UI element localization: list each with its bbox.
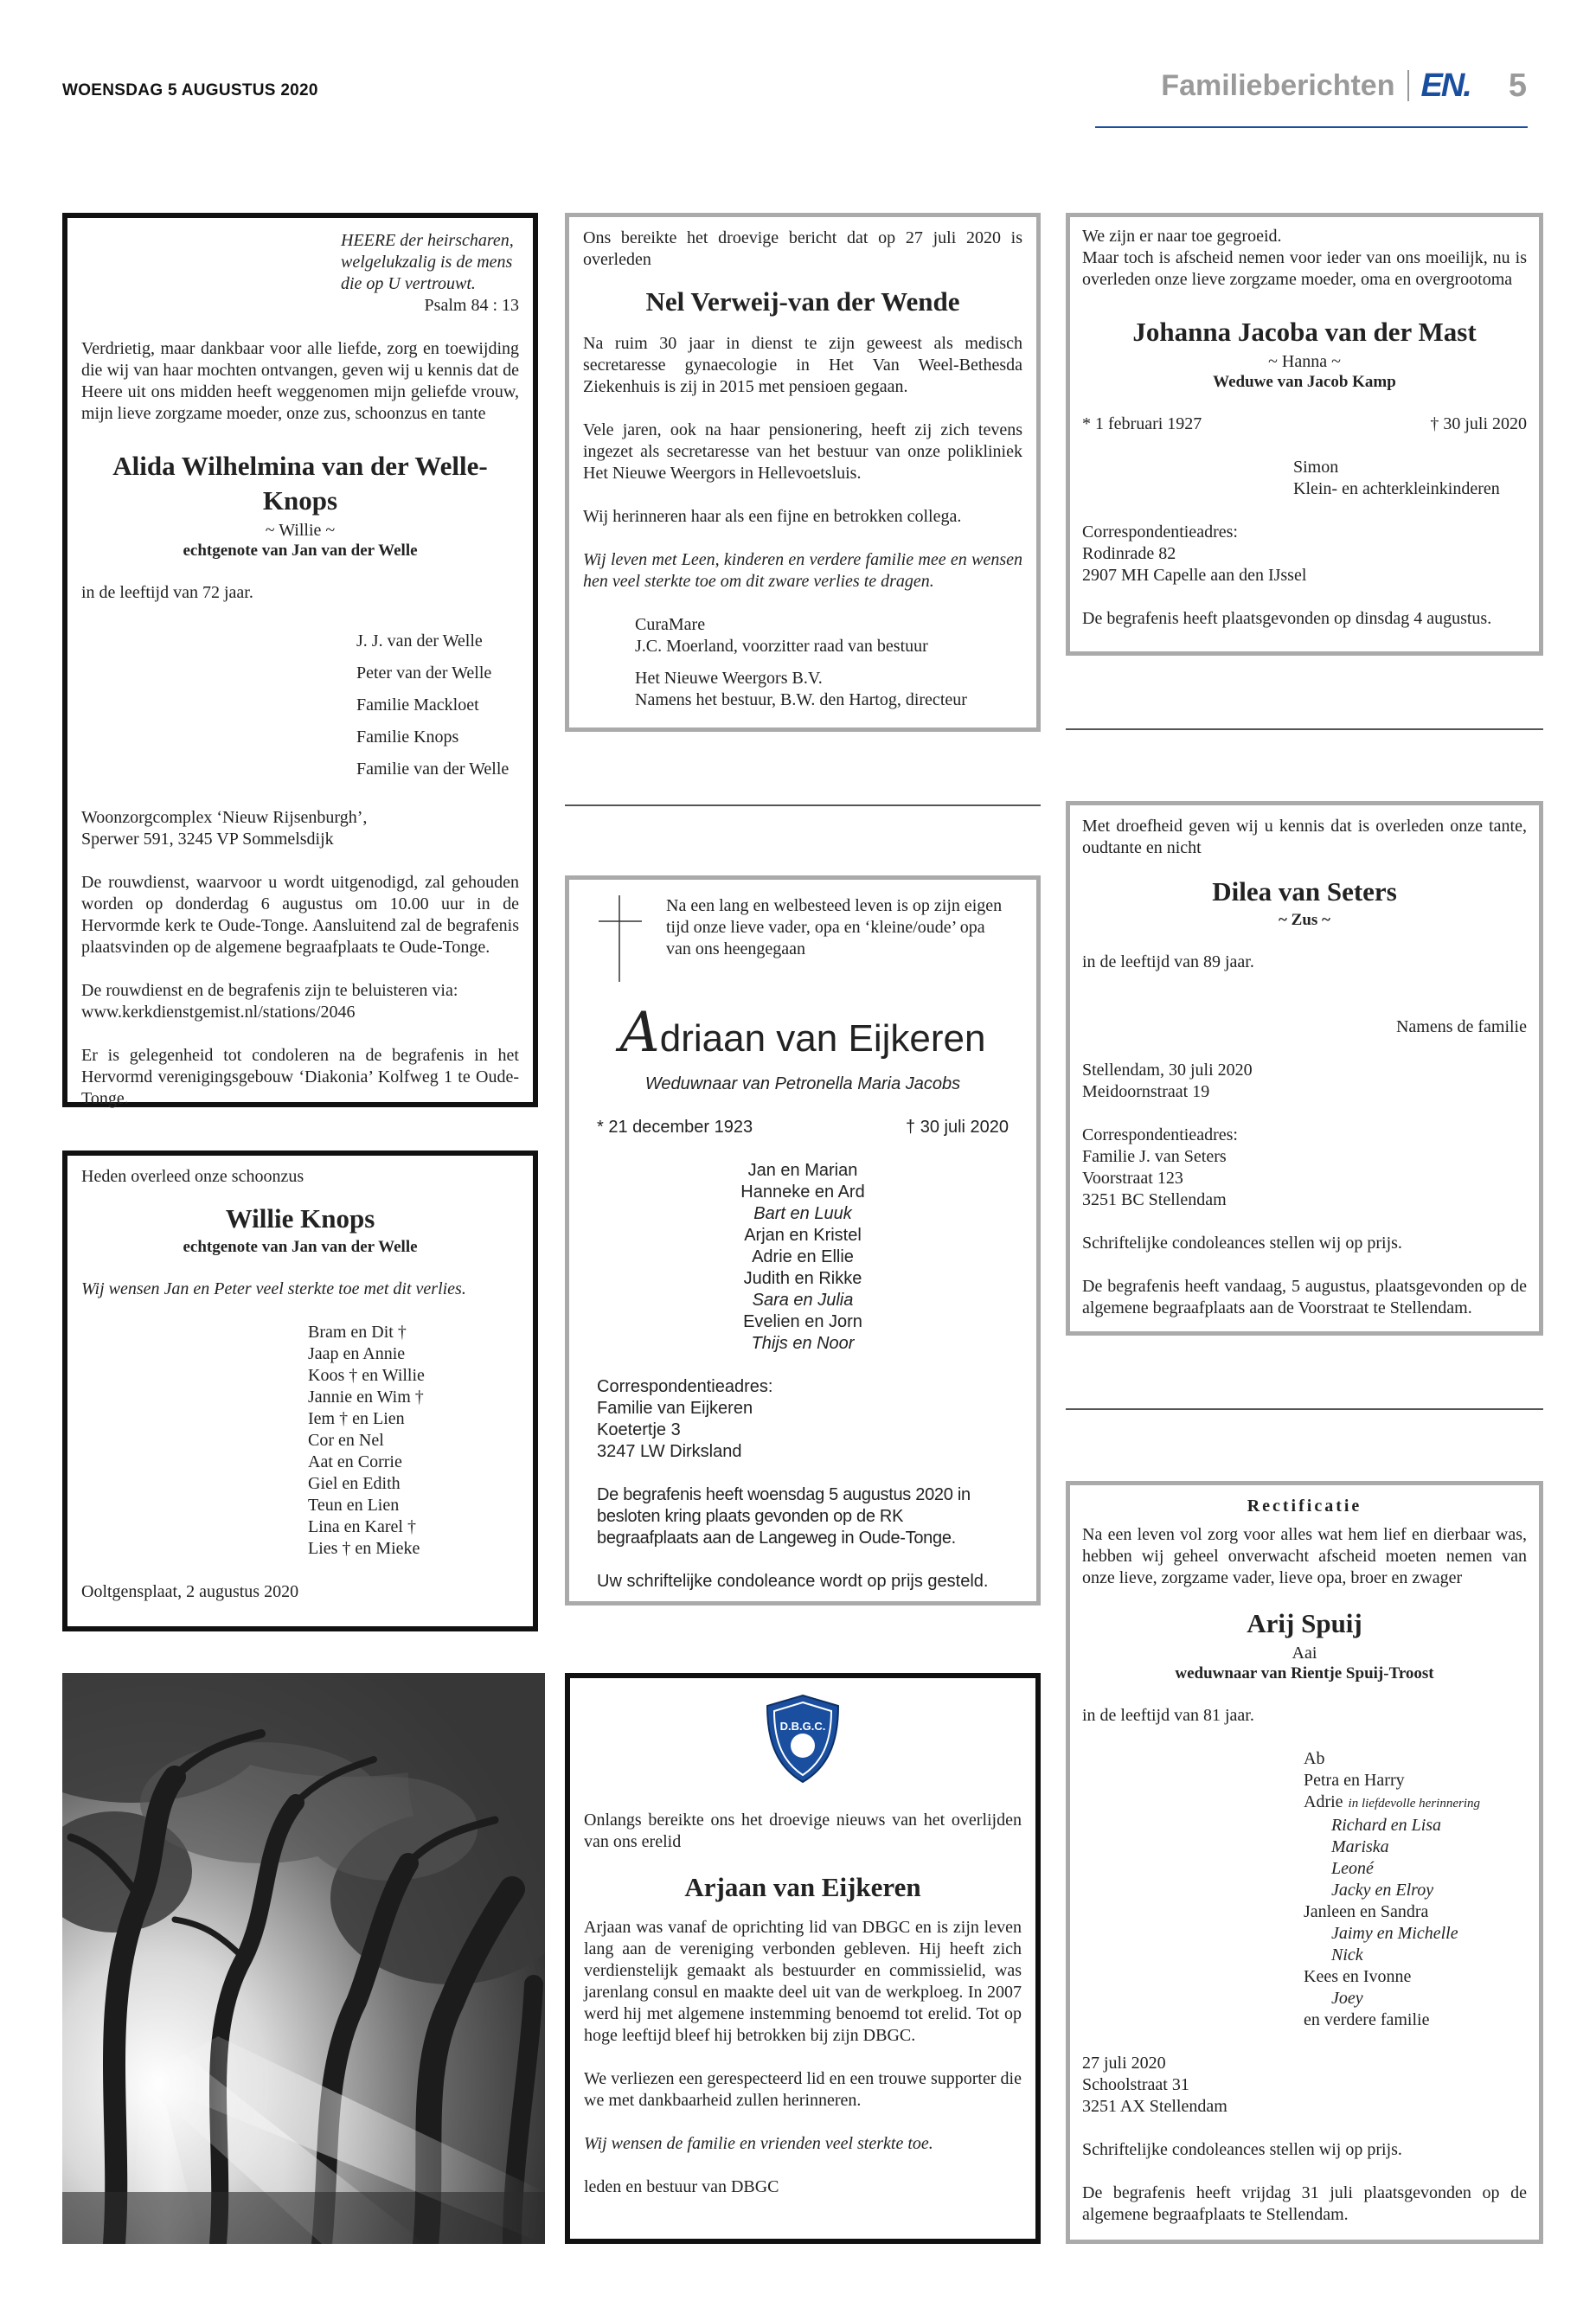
relative: Hanneke en Ard [740, 1183, 865, 1202]
deceased-name: Arjaan van Eijkeren [684, 1872, 921, 1902]
relative: Familie Mackloet [356, 695, 479, 715]
spouse-line: echtgenote van Jan van der Welle [183, 542, 418, 560]
relative: Aat en Corrie [308, 1452, 402, 1471]
place-line: Meidoornstraat 19 [1082, 1082, 1210, 1101]
relative [1304, 1748, 1527, 1770]
verse-line: HEERE der heirscharen, [341, 231, 514, 250]
separator-line [565, 804, 1041, 806]
deceased-name: Arij Spuij [1247, 1608, 1362, 1638]
forest-illustration [62, 1673, 545, 2244]
funeral-text: De begrafenis heeft vrijdag 31 juli plaatsgevonden op de algemene begraafplaats te Stellendam. [1082, 2183, 1527, 2224]
place-line: 3251 AX Stellendam [1082, 2097, 1227, 2116]
condolence-text: Schriftelijke condoleances stellen wij op prijs. [1082, 2140, 1402, 2159]
relative: Sara en Julia [752, 1291, 854, 1310]
separator-line [1066, 728, 1543, 730]
address-line: Familie van Eijkeren [597, 1399, 753, 1418]
separator-line [1066, 1408, 1543, 1410]
address-line: Koetertje 3 [597, 1420, 681, 1439]
relative-name: Jacky en Elroy [1331, 1881, 1434, 1900]
address-line: 2907 MH Capelle aan den IJssel [1082, 566, 1307, 585]
dates-row [1082, 413, 1527, 435]
relative-name: Joey [1331, 1989, 1363, 2008]
club-logo [584, 1694, 1022, 1789]
place-date: Ooltgensplaat, 2 augustus 2020 [81, 1582, 299, 1601]
deceased-name: Nel Verweij-van der Wende [645, 286, 960, 317]
relative [1304, 1880, 1527, 1901]
nickname: ~ Willie ~ [265, 521, 336, 540]
relative: Peter van der Welle [356, 663, 492, 683]
relative: Familie Knops [356, 727, 459, 747]
relative [1304, 1923, 1527, 1945]
signature-line: Namens het bestuur, B.W. den Hartog, directeur [635, 690, 967, 709]
logo-text: D.B.G.C. [779, 1720, 826, 1733]
relative [1304, 1815, 1527, 1836]
wish-text: Wij wensen de familie en vrienden veel sterkte toe. [584, 2134, 933, 2153]
ad-willie [62, 1150, 538, 1631]
age-line: in de leeftijd van 89 jaar. [1082, 952, 1254, 971]
relative [1304, 1901, 1527, 1923]
relatives-list [597, 1160, 1009, 1355]
intro-text: Na een leven vol zorg voor alles wat hem lief en dierbaar was, hebben wij geheel onverwacht afscheid moeten nemen van onze lieve, zorgzame vader, lieve opa, broer en zwager [1082, 1525, 1527, 1587]
relative [1304, 2009, 1527, 2031]
intro-text: We zijn er naar toe gegroeid. [1082, 227, 1282, 246]
signature: leden en bestuur van DBGC [584, 2177, 779, 2196]
relative: Iem † en Lien [308, 1409, 405, 1428]
relative [1304, 1791, 1527, 1815]
wish-text: Wij leven met Leen, kinderen en verdere familie mee en wensen hen veel sterkte toe om dit zware verlies te dragen. [583, 550, 1022, 591]
rectification-label: Rectificatie [1247, 1497, 1362, 1516]
condolence-text: Uw schriftelijke condoleance wordt op prijs gesteld. [597, 1572, 989, 1591]
relative: Bram en Dit † [308, 1323, 407, 1342]
relative [1304, 1945, 1527, 1966]
intro-text: Met droefheid geven wij u kennis dat is overleden onze tante, oudtante en nicht [1082, 817, 1527, 857]
intro-text: Heden overleed onze schoonzus [81, 1167, 304, 1186]
place-line: 27 juli 2020 [1082, 2054, 1166, 2073]
relative: Arjan en Kristel [744, 1226, 862, 1245]
section-title: Familieberichten [1161, 70, 1408, 101]
deceased-name: Alida Wilhelmina van der Welle-Knops [112, 451, 488, 516]
address-line: Correspondentieadres: [1082, 1125, 1238, 1144]
relative: J. J. van der Welle [356, 631, 483, 651]
relative [1304, 1836, 1527, 1858]
forest-photo [62, 1673, 545, 2244]
deceased-name [597, 1001, 1009, 1065]
relative: Simon [1293, 458, 1339, 477]
intro-text: Ons bereikte het droevige bericht dat op 27 juli 2020 is overleden [583, 228, 1022, 269]
ad-alida [62, 213, 538, 1107]
address-line: Voorstraat 123 [1082, 1169, 1183, 1188]
relative [1304, 1770, 1527, 1791]
signature-line: CuraMare [635, 615, 706, 634]
relative-name: Richard en Lisa [1331, 1816, 1442, 1835]
paragraph: Vele jaren, ook na haar pensionering, heeft zij zich tevens ingezet als secretaresse van het bestuur van onze polikliniek Het Nieuwe Weergors in Hellevoetsluis. [583, 420, 1022, 483]
ad-arjaan [565, 1673, 1041, 2244]
relative: Judith en Rikke [743, 1269, 862, 1288]
paragraph: We verliezen een gerespecteerd lid en een trouwe supporter die we met dankbaarheid zullen herinneren. [584, 2069, 1022, 2110]
name-rest: driaan van Eijkeren [659, 1017, 986, 1060]
service-text: De rouwdienst, waarvoor u wordt uitgenodigd, zal gehouden worden op donderdag 6 augustus om 10.00 uur in de Hervormde kerk te Oude-Tonge. Aansluitend zal de begrafenis plaatsvinden op de algemene begraafplaats te Oude-Tonge. [81, 873, 519, 957]
deceased-name: Willie Knops [225, 1203, 375, 1234]
address-line: Sperwer 591, 3245 VP Sommelsdijk [81, 830, 334, 849]
relative [1304, 1988, 1527, 2009]
verse-reference: Psalm 84 : 13 [424, 296, 519, 315]
age-line: in de leeftijd van 72 jaar. [81, 583, 253, 602]
funeral-text: De begrafenis heeft woensdag 5 augustus 2020 in besloten kring plaats gevonden op de RK begraafplaats aan de Langeweg in Oude-Tonge. [597, 1485, 971, 1548]
widower-line: Weduwnaar van Petronella Maria Jacobs [644, 1074, 961, 1093]
condolence-text: Er is gelegenheid tot condoleren na de begrafenis in het Hervormd verenigingsgebouw ‘Diakonia’ Kolfweg 1 te Oude-Tonge. [81, 1046, 519, 1108]
cross-icon [597, 895, 666, 986]
relatives-list [81, 1322, 519, 1560]
relative: Klein- en achterkleinkinderen [1293, 479, 1500, 498]
birth-date: * 1 februari 1927 [1082, 414, 1202, 433]
relative: Lies † en Mieke [308, 1539, 420, 1558]
signature-line: J.C. Moerland, voorzitter raad van bestuur [635, 637, 928, 656]
ad-nel [565, 213, 1041, 732]
birth-date: * 21 december 1923 [597, 1118, 753, 1137]
address-line: 3247 LW Dirksland [597, 1442, 742, 1461]
address-line: Correspondentieadres: [597, 1377, 773, 1396]
relative: Evelien en Jorn [743, 1312, 862, 1331]
relative: Adrie en Ellie [752, 1247, 854, 1266]
relative: Bart en Luuk [753, 1204, 852, 1223]
funeral-text: De begrafenis heeft vandaag, 5 augustus, plaatsgevonden op de algemene begraafplaats aan de Voorstraat te Stellendam. [1082, 1277, 1527, 1317]
page-date: WOENSDAG 5 AUGUSTUS 2020 [62, 81, 318, 99]
ad-johanna [1066, 213, 1543, 656]
relative-name: Kees en Ivonne [1304, 1967, 1412, 1986]
death-date: † 30 juli 2020 [1430, 414, 1527, 433]
on-behalf: Namens de familie [1395, 1017, 1527, 1036]
relative-note: in liefdevolle herinnering [1348, 1797, 1481, 1811]
relative-name: Jaimy en Michelle [1331, 1924, 1458, 1943]
deceased-name: Johanna Jacoba van der Mast [1132, 317, 1477, 347]
relative-name: Nick [1331, 1945, 1363, 1965]
name-initial: A [619, 1001, 660, 1065]
nickname: Aai [1292, 1644, 1317, 1663]
ad-dilea [1066, 801, 1543, 1336]
intro-text: Na een lang en welbesteed leven is op zijn eigen tijd onze lieve vader, opa en ‘kleine/oude’ opa van ons heengegaan [666, 896, 1003, 958]
address-line: Rodinrade 82 [1082, 544, 1176, 563]
intro-text: Maar toch is afscheid nemen voor ieder van ons moeilijk, nu is overleden onze lieve zorgzame moeder, oma en overgrootoma [1082, 248, 1527, 289]
deceased-name: Dilea van Seters [1212, 876, 1397, 907]
relative: Jaap en Annie [308, 1344, 406, 1363]
ad-adriaan [565, 875, 1041, 1606]
address-line: 3251 BC Stellendam [1082, 1190, 1227, 1209]
funeral-text: De begrafenis heeft plaatsgevonden op dinsdag 4 augustus. [1082, 609, 1492, 628]
intro-text: Verdrietig, maar dankbaar voor alle liefde, zorg en toewijding die wij van haar mochten ontvangen, geven wij u kennis dat de Heere uit ons midden heeft weggenomen mijn geliefde vrouw, mijn lieve zorgzame moeder, onze zus, schoonzus en tante [81, 339, 519, 423]
address-line: Familie J. van Seters [1082, 1147, 1227, 1166]
address-block [597, 1376, 1009, 1463]
relative-name: Janleen en Sandra [1304, 1902, 1429, 1921]
stream-text: De rouwdienst en de begrafenis zijn te beluisteren via: [81, 981, 458, 1000]
stream-url: www.kerkdienstgemist.nl/stations/2046 [81, 1003, 356, 1022]
address-line: Woonzorgcomplex ‘Nieuw Rijsenburgh’, [81, 808, 368, 827]
relative: Giel en Edith [308, 1474, 401, 1493]
intro-row [597, 895, 1009, 986]
paragraph: Na ruim 30 jaar in dienst te zijn geweest als medisch secretaresse gynaecologie in Het Van Weel-Bethesda Ziekenhuis is zij in 2015 met pensioen gegaan. [583, 334, 1022, 396]
newspaper-logo: EN. [1420, 67, 1471, 104]
ad-arij [1066, 1481, 1543, 2244]
relative [1304, 1966, 1527, 1988]
header-rule [1095, 126, 1528, 128]
page-number: 5 [1508, 67, 1527, 104]
shield-icon [764, 1694, 842, 1784]
relatives-list [1082, 457, 1527, 500]
paragraph: Wij herinneren haar als een fijne en betrokken collega. [583, 507, 962, 526]
intro-text: Onlangs bereikte ons het droevige nieuws van het overlijden van ons erelid [584, 1811, 1022, 1851]
relatives-list [81, 625, 519, 785]
address-line: Correspondentieadres: [1082, 522, 1238, 542]
relatives-list [1082, 1748, 1527, 2031]
nickname: ~ Zus ~ [1279, 911, 1330, 929]
relative-name: Ab [1304, 1749, 1325, 1768]
signatures [583, 614, 1022, 711]
nickname: ~ Hanna ~ [1268, 352, 1341, 371]
relative: Teun en Lien [308, 1496, 400, 1515]
spouse-line: echtgenote van Jan van der Welle [183, 1238, 418, 1256]
verse-line: die op U vertrouwt. [341, 274, 476, 293]
place-line: Stellendam, 30 juli 2020 [1082, 1061, 1253, 1080]
paragraph: Arjaan was vanaf de oprichting lid van DBGC en is zijn leven lang aan de vereniging verbonden gebleven. Hij heeft zich verdienstelijk gemaakt als bestuurder en commissielid, was jarenlang consul en maakte deel uit van de werkploeg. In 2007 werd hij met algemene instemming benoemd tot erelid. Tot op hoge leeftijd bleef hij betrokken bij zijn DBGC. [584, 1918, 1022, 2045]
dates-row [597, 1117, 1009, 1138]
relative: Jannie en Wim † [308, 1388, 424, 1407]
relative: Lina en Karel † [308, 1517, 416, 1536]
relative-name: Petra en Harry [1304, 1771, 1405, 1790]
page-header-right [1161, 64, 1527, 107]
wish-text: Wij wensen Jan en Peter veel sterkte toe met dit verlies. [81, 1279, 466, 1298]
relative [1304, 1858, 1527, 1880]
relative: Cor en Nel [308, 1431, 384, 1450]
widower-line: weduwnaar van Rientje Spuij-Troost [1175, 1664, 1434, 1682]
widow-line: Weduwe van Jacob Kamp [1213, 373, 1396, 391]
relative: Koos † en Willie [308, 1366, 425, 1385]
place-line: Schoolstraat 31 [1082, 2075, 1189, 2094]
condolence-text: Schriftelijke condoleances stellen wij op prijs. [1082, 1234, 1402, 1253]
signature-line: Het Nieuwe Weergors B.V. [635, 669, 823, 688]
relative-name: Adrie [1304, 1792, 1343, 1811]
verse-line: welgelukzalig is de mens [341, 253, 513, 272]
relative: Jan en Marian [747, 1161, 858, 1180]
death-date: † 30 juli 2020 [906, 1118, 1009, 1137]
relative-name: Leoné [1331, 1859, 1374, 1878]
relative-name: en verdere familie [1304, 2010, 1430, 2029]
relative: Familie van der Welle [356, 760, 510, 779]
age-line: in de leeftijd van 81 jaar. [1082, 1706, 1254, 1725]
psalm-verse [81, 230, 519, 317]
relative-name: Mariska [1331, 1837, 1389, 1856]
relative: Thijs en Noor [751, 1334, 855, 1353]
